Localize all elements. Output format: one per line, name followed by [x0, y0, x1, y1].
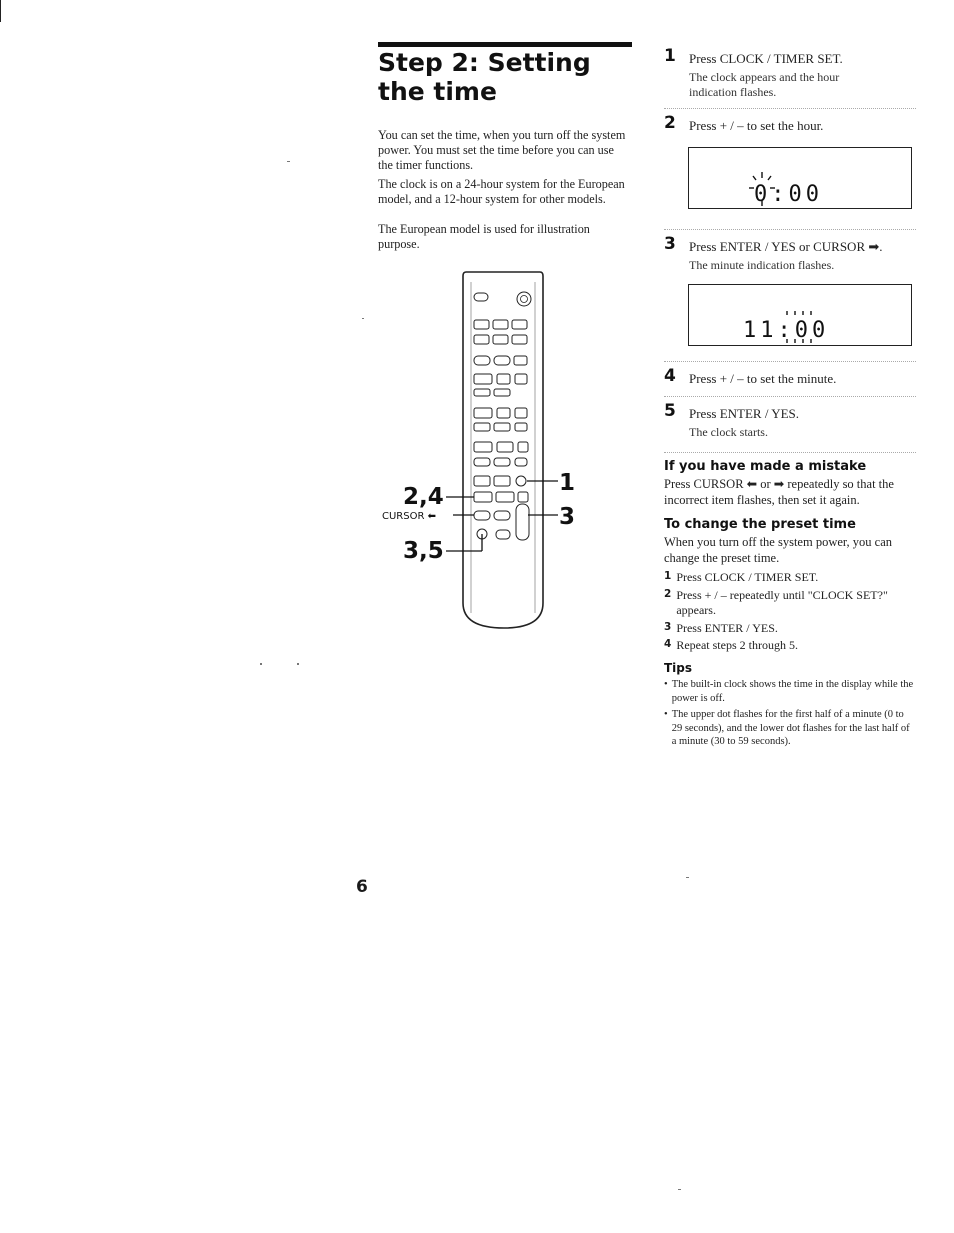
mistake-text: Press CURSOR ⬅ or ➡ repeatedly so that the incorrect item flashes, then set it again. [664, 477, 894, 507]
list-item [664, 588, 920, 619]
list-item-number: 1 [664, 570, 672, 582]
display-minute-flashing [688, 284, 912, 346]
display-hour-flashing [688, 147, 912, 209]
step-4-text: Press + / – to set the minute. [689, 371, 837, 386]
list-item-text: The upper dot flashes for the first half of a minute (0 to 29 seconds), and the lower dot flashes for the last half of a minute (30 to 59 seconds). [671, 709, 910, 747]
step-2-text: Press + / – to set the hour. [689, 118, 824, 133]
step-2-number: 2 [664, 113, 676, 133]
remote-control-illustration [378, 268, 578, 633]
step-3-sub: The minute indication flashes. [689, 258, 835, 272]
list-item [664, 621, 920, 637]
step-4-number: 4 [664, 366, 676, 386]
divider [664, 108, 916, 109]
list-item [664, 708, 916, 749]
list-item-number: 2 [664, 587, 672, 600]
tips-heading: Tips [664, 661, 693, 675]
preset-heading: To change the preset time [664, 517, 856, 532]
list-item-text: The built-in clock shows the time in the display while the power is off. [671, 679, 914, 704]
bullet-icon: • [664, 679, 668, 690]
step-5-text: Press ENTER / YES. [689, 406, 800, 421]
callout-cursor-label: CURSOR ⬅ [382, 511, 436, 522]
step-5-sub: The clock starts. [689, 425, 768, 439]
intro-paragraph-1: You can set the time, when you turn off the system power. You must set the time before you can use the timer functions. [378, 128, 626, 172]
callout-1: 1 [559, 470, 576, 496]
callout-3: 3 [559, 504, 576, 530]
step-1-text: Press CLOCK / TIMER SET. [689, 51, 843, 66]
step-3-text: Press ENTER / YES or CURSOR ➡. [689, 239, 883, 254]
display-readout: 11:00 [743, 318, 830, 343]
scan-mark [260, 663, 262, 665]
scan-mark [287, 161, 290, 162]
flash-indicator-icon [775, 309, 823, 345]
flash-indicator-icon [747, 170, 777, 210]
step-1-sub: The clock appears and the hour indication flashes. [689, 70, 840, 99]
title-rule [378, 42, 632, 47]
list-item [664, 570, 920, 586]
list-item-text: Press ENTER / YES. [676, 620, 778, 635]
preset-text: When you turn off the system power, you can change the preset time. [664, 535, 893, 565]
callout-2-4: 2,4 [403, 484, 444, 510]
divider [664, 396, 916, 397]
step-1-number: 1 [664, 46, 676, 66]
scan-mark [0, 0, 1, 22]
divider [664, 229, 916, 230]
list-item-text: Press CLOCK / TIMER SET. [676, 570, 819, 584]
tips-list [664, 678, 916, 749]
list-item-number: 4 [664, 638, 672, 650]
scan-mark [678, 1189, 681, 1190]
mistake-heading: If you have made a mistake [664, 459, 867, 474]
display-readout: 0:00 [754, 182, 823, 207]
divider [664, 361, 916, 362]
step-3-number: 3 [664, 234, 676, 254]
list-item [664, 678, 916, 705]
divider [664, 452, 916, 453]
intro-paragraph-2: The clock is on a 24-hour system for the European model, and a 12-hour system for other models. [378, 177, 625, 206]
scan-mark [686, 877, 689, 878]
list-item-text: Press + / – repeatedly until "CLOCK SET?" appears. [676, 587, 888, 617]
page-title: Step 2: Setting the time [378, 48, 591, 106]
list-item-text: Repeat steps 2 through 5. [676, 638, 798, 652]
step-5-number: 5 [664, 401, 676, 421]
preset-steps-list [664, 570, 920, 654]
callout-3-5: 3,5 [403, 538, 444, 564]
scan-mark [362, 318, 364, 319]
list-item [664, 638, 920, 654]
bullet-icon: • [664, 709, 668, 720]
intro-paragraph-3: The European model is used for illustration purpose. [378, 222, 590, 251]
scan-mark [297, 663, 299, 665]
page-number: 6 [356, 877, 368, 897]
list-item-number: 3 [664, 620, 672, 633]
